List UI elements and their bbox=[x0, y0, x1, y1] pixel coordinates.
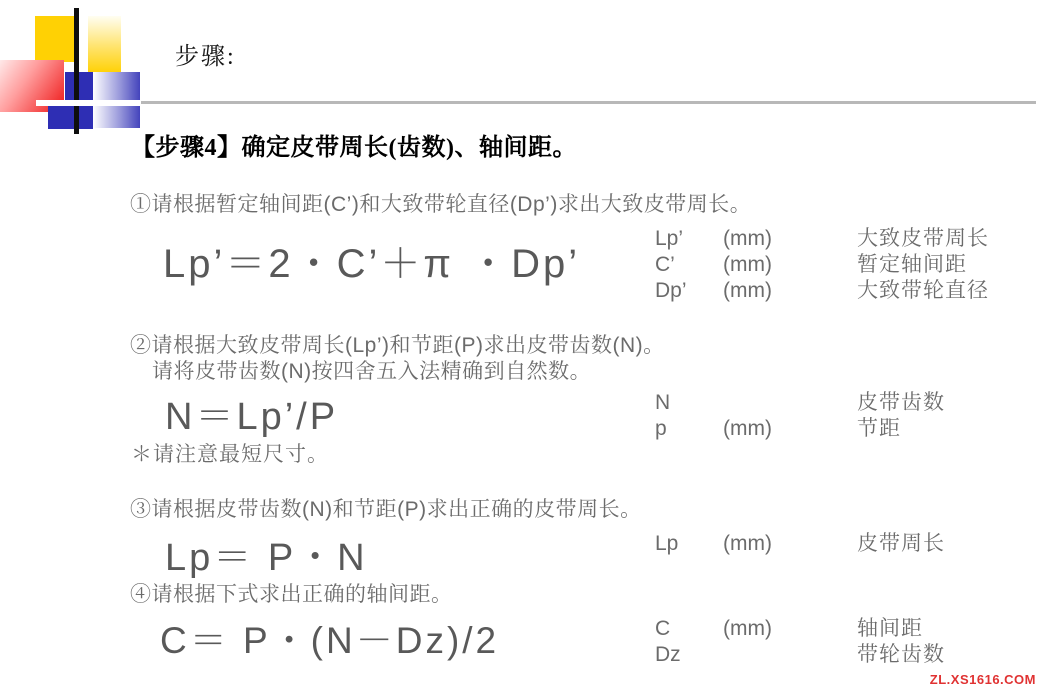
symbol-cell: p bbox=[655, 417, 667, 440]
table-row bbox=[655, 642, 945, 668]
instruction-line-2a: ②请根据大致皮带周长(Lp’)和节距(P)求出皮带齿数(N)。 bbox=[130, 334, 665, 357]
decor-yellow-gradient-square-icon bbox=[88, 16, 121, 73]
unit-cell: (mm) bbox=[723, 227, 772, 250]
instruction-line-2b: 请将皮带齿数(N)按四舍五入法精确到自然数。 bbox=[152, 360, 592, 383]
formula-belt-length-exact: Lp＝ P・N bbox=[165, 537, 368, 579]
decor-vertical-line bbox=[74, 8, 79, 134]
decor-blue-square-lower-icon bbox=[48, 104, 93, 129]
horizontal-rule bbox=[140, 101, 1036, 104]
slide-title: 步骤: bbox=[175, 44, 236, 70]
symbol-cell: Dp’ bbox=[655, 279, 687, 302]
spec-table-1 bbox=[655, 226, 989, 304]
symbol-cell: N bbox=[655, 391, 671, 414]
table-row bbox=[655, 390, 945, 416]
desc-cell: 大致带轮直径 bbox=[857, 279, 989, 302]
table-row bbox=[655, 278, 989, 304]
desc-cell: 皮带周长 bbox=[857, 532, 945, 555]
unit-cell bbox=[723, 642, 857, 668]
table-row bbox=[655, 416, 945, 442]
unit-cell: (mm) bbox=[723, 253, 772, 276]
desc-cell: 节距 bbox=[857, 417, 901, 440]
unit-cell: (mm) bbox=[723, 417, 772, 440]
desc-cell: 带轮齿数 bbox=[857, 643, 945, 666]
symbol-cell: C bbox=[655, 617, 671, 640]
spec-table-2 bbox=[655, 390, 945, 442]
table-row bbox=[655, 616, 945, 642]
symbol-cell: Dz bbox=[655, 643, 681, 666]
spec-table-4 bbox=[655, 616, 945, 668]
formula-tooth-count: N＝Lp’/P bbox=[165, 396, 339, 438]
instruction-line-1: ①请根据暂定轴间距(C’)和大致带轮直径(Dp’)求出大致皮带周长。 bbox=[130, 193, 752, 216]
unit-cell: (mm) bbox=[723, 532, 772, 555]
instruction-line-4: ④请根据下式求出正确的轴间距。 bbox=[130, 583, 453, 606]
decor-white-line bbox=[36, 100, 141, 106]
symbol-cell: Lp’ bbox=[655, 227, 684, 250]
spec-table-3 bbox=[655, 531, 945, 557]
unit-cell: (mm) bbox=[723, 279, 772, 302]
unit-cell: (mm) bbox=[723, 617, 772, 640]
desc-cell: 皮带齿数 bbox=[857, 391, 945, 414]
decor-yellow-square-icon bbox=[35, 16, 79, 62]
desc-cell: 轴间距 bbox=[857, 617, 923, 640]
formula-center-distance: C＝ P・(N－Dz)/2 bbox=[160, 620, 500, 661]
formula-belt-length-approx: Lp’＝2・C’＋π ・Dp’ bbox=[163, 242, 581, 286]
step-heading: 【步骤4】确定皮带周长(齿数)、轴间距。 bbox=[131, 135, 577, 161]
table-row bbox=[655, 226, 989, 252]
desc-cell: 大致皮带周长 bbox=[857, 227, 989, 250]
unit-cell bbox=[723, 390, 857, 416]
table-row bbox=[655, 252, 989, 278]
symbol-cell: C’ bbox=[655, 253, 675, 276]
desc-cell: 暂定轴间距 bbox=[857, 253, 967, 276]
table-row bbox=[655, 531, 945, 557]
instruction-line-3: ③请根据皮带齿数(N)和节距(P)求出正确的皮带周长。 bbox=[130, 498, 642, 521]
watermark: ZL.XS1616.COM bbox=[929, 672, 1036, 687]
symbol-cell: Lp bbox=[655, 532, 679, 555]
note-min-size: ＊请注意最短尺寸。 bbox=[131, 443, 329, 466]
